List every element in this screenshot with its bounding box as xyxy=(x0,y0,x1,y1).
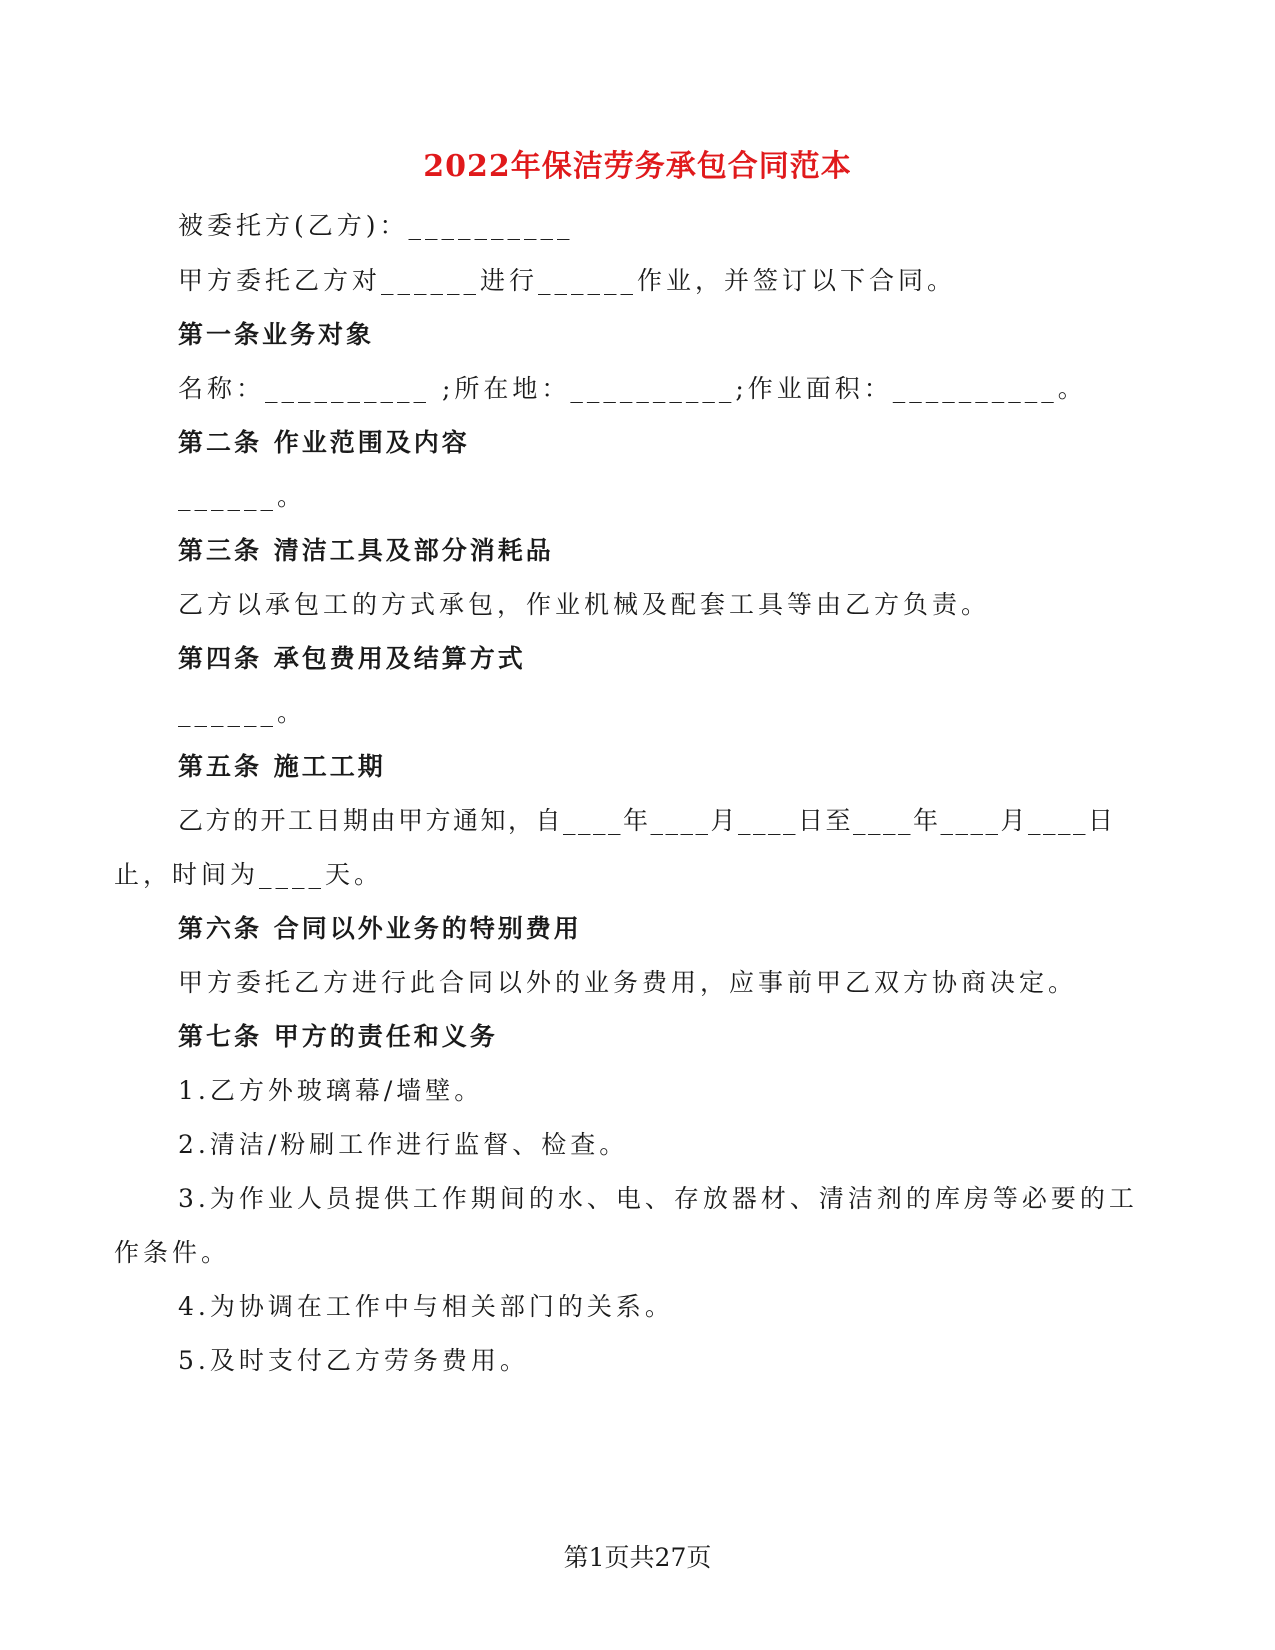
article-7-item-4: 4.为协调在工作中与相关部门的关系。 xyxy=(178,1292,674,1321)
article-7-item-3-cont: 作条件。 xyxy=(114,1238,231,1267)
article-5-heading: 第五条 施工工期 xyxy=(178,752,386,781)
article-5-body: 乙方的开工日期由甲方通知，自____年____月____日至____年____月____日 xyxy=(178,806,1116,835)
party-b-line: 被委托方(乙方)：__________ xyxy=(178,211,574,240)
article-1-heading: 第一条业务对象 xyxy=(178,320,375,349)
article-2-body: ______。 xyxy=(178,482,307,511)
article-2-heading: 第二条 作业范围及内容 xyxy=(178,428,470,457)
article-5-body-cont: 止，时间为____天。 xyxy=(114,860,384,889)
page-footer: 第1页共27页 xyxy=(563,1543,712,1572)
article-7-item-3: 3.为作业人员提供工作期间的水、电、存放器材、清洁剂的库房等必要的工 xyxy=(178,1184,1138,1213)
article-6-heading: 第六条 合同以外业务的特别费用 xyxy=(178,914,582,943)
delegation-line: 甲方委托乙方对______进行______作业，并签订以下合同。 xyxy=(178,266,957,295)
article-4-body: ______。 xyxy=(178,698,307,727)
article-7-item-2: 2.清洁/粉刷工作进行监督、检查。 xyxy=(178,1130,629,1159)
business-object-line: 名称：__________ ;所在地：__________;作业面积：__________。 xyxy=(178,374,1087,403)
article-4-heading: 第四条 承包费用及结算方式 xyxy=(178,644,526,673)
article-6-body: 甲方委托乙方进行此合同以外的业务费用，应事前甲乙双方协商决定。 xyxy=(178,968,1078,997)
article-3-heading: 第三条 清洁工具及部分消耗品 xyxy=(178,536,554,565)
article-3-body: 乙方以承包工的方式承包，作业机械及配套工具等由乙方负责。 xyxy=(178,590,991,619)
document-title: 2022年保洁劳务承包合同范本 xyxy=(423,149,852,184)
article-7-heading: 第七条 甲方的责任和义务 xyxy=(178,1022,498,1051)
article-7-item-1: 1.乙方外玻璃幕/墙壁。 xyxy=(178,1076,484,1105)
article-7-item-5: 5.及时支付乙方劳务费用。 xyxy=(178,1346,529,1375)
